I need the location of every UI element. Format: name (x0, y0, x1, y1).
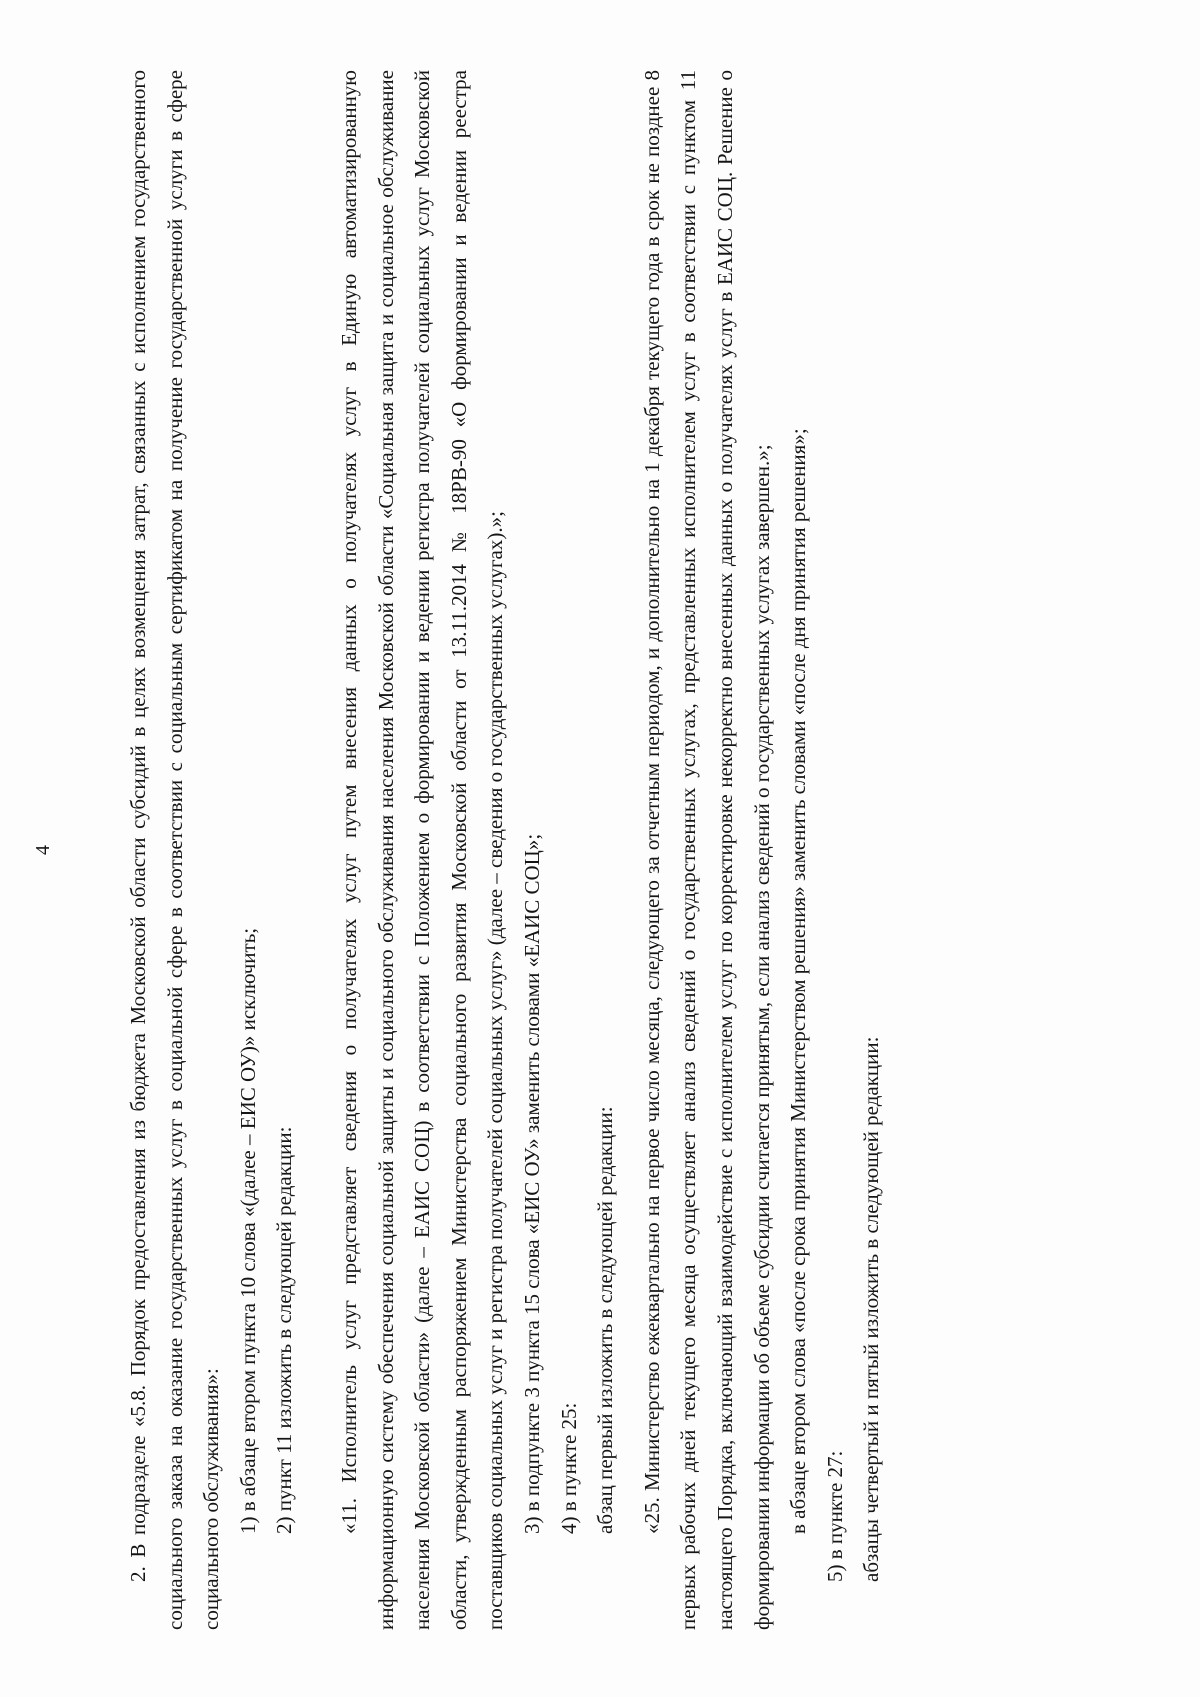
page-number: 4 (32, 845, 54, 855)
paragraph-10: 5) в пункте 27: (822, 1450, 847, 1582)
document-body (120, 70, 890, 1630)
paragraph-9: в абзаце втором слова «после срока принятия Министерством решения» заменить словами «после дня принятия решения»; (786, 428, 811, 1534)
paragraph-7: абзац первый изложить в следующей редакции: (593, 1106, 618, 1534)
paragraph-1: 2. В подразделе «5.8. Порядок предоставления из бюджета Московской области субсидий в целях возмещения затрат, связанных с исполнением государственного социального заказа на оказание государственных услуг в социальной сфере в соответствии с социальным сертификатом на получение государственной услуги в сфере социального обслуживания»: (126, 70, 224, 1630)
rotated-content (32, 70, 1000, 1630)
paragraph-5: 3) в подпункте 3 пункта 15 слова «ЕИС ОУ» заменить словами «ЕАИС СОЦ»; (519, 833, 544, 1534)
paragraph-8: «25. Министерство ежеквартально на первое число месяца, следующего за отчетным периодом, и дополнительно на 1 декабря текущего года в срок не позднее 8 первых рабочих дней текущего месяца осуществляет анализ сведений о государственных услугах, представленных исполнителем услуг в соответствии с пунктом 11 настоящего Порядка, включающий взаимодействие с исполнителем услуг по корректировке некорректно внесенных данных о получателях услуг в ЕАИС СОЦ. Решение о формировании информации об объеме субсидии считается принятым, если анализ сведений о государственных услугах завершен.»; (639, 70, 774, 1630)
paragraph-2: 1) в абзаце втором пункта 10 слова «(далее – ЕИС ОУ)» исключить; (235, 927, 260, 1534)
paragraph-3: 2) пункт 11 изложить в следующей редакции: (272, 1126, 297, 1534)
paragraph-6: 4) в пункте 25: (556, 1402, 581, 1534)
paragraph-11: абзацы четвертый и пятый изложить в следующей редакции: (859, 1036, 884, 1582)
paragraph-4: «11. Исполнитель услуг представляет сведения о получателях услуг путем внесения данных о получателях услуг в Единую автоматизированную информационную систему обеспечения социальной защиты и социального обслуживания населения Московской области «Социальная защита и социальное обслуживание населения Московской области» (далее – ЕАИС СОЦ) в соответствии с Положением о формировании и ведении регистра получателей социальных услуг Московской области, утвержденным распоряжением Министерства социального развития Московской области от 13.11.2014 № 18РВ-90 «О формировании и ведении реестра поставщиков социальных услуг и регистра получателей социальных услуг» (далее – сведения о государственных услугах).»; (336, 70, 508, 1630)
